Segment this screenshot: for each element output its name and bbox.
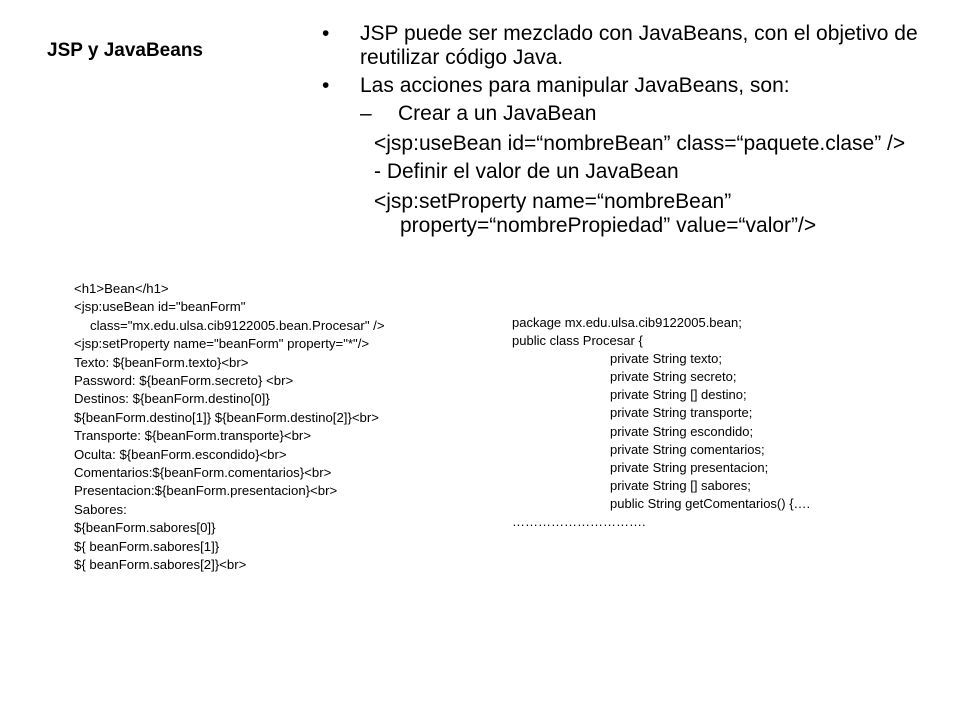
code-line: private String presentacion; [610,459,769,475]
code-line: <jsp:setProperty name="beanForm" property="*"/> [74,336,370,352]
code-line: ${beanForm.destino[1]} ${beanForm.destino[2]}<br> [74,409,379,425]
code-line: private String comentarios; [610,441,765,457]
code-line: private String texto; [610,351,722,367]
sub-bullet-text: Crear a un JavaBean [398,102,597,125]
code-line: Comentarios:${beanForm.comentarios}<br> [74,465,332,481]
code-line: Presentacion:${beanForm.presentacion}<br> [74,483,338,499]
code-line: public class Procesar { [512,333,643,349]
sub-bullet-item [322,102,942,126]
code-line: Texto: ${beanForm.texto}<br> [74,354,249,370]
code-line: ${beanForm.sabores[0]} [74,520,216,536]
bullet-list [322,22,942,242]
slide-title: JSP y JavaBeans [47,40,203,61]
usebean-syntax: <jsp:useBean id=“nombreBean” class=“paquete.clase” /> [374,132,906,155]
code-line: public String getComentarios() {…. [610,495,811,511]
code-line: Transporte: ${beanForm.transporte}<br> [74,428,312,444]
sub-bullet-text: - Definir el valor de un JavaBean [374,160,679,183]
code-line: private String escondido; [610,423,754,439]
code-line: …………………………. [512,514,646,530]
code-line: Sabores: [74,501,127,517]
code-line: ${ beanForm.sabores[1]} [74,538,220,554]
java-code-block [512,314,932,531]
sub-bullet-marker: – [360,102,372,125]
code-line: ${ beanForm.sabores[2]}<br> [74,557,247,573]
code-line: private String [] destino; [610,387,747,403]
code-line: Destinos: ${beanForm.destino[0]} [74,391,270,407]
code-line: private String secreto; [610,369,737,385]
code-line: class="mx.edu.ulsa.cib9122005.bean.Procesar" /> [90,317,385,333]
bullet-marker: • [322,74,330,97]
bullet-item [322,74,942,98]
code-line: Oculta: ${beanForm.escondido}<br> [74,446,287,462]
bullet-item [322,22,942,70]
bullet-text: Las acciones para manipular JavaBeans, son: [360,74,790,97]
bullet-text: JSP puede ser mezclado con JavaBeans, con el objetivo de reutilizar código Java. [360,22,918,69]
code-line: private String [] sabores; [610,477,751,493]
bullet-marker: • [322,22,330,45]
code-line: <jsp:useBean id="beanForm" [74,299,246,315]
code-line: private String transporte; [610,405,753,421]
jsp-code-block [74,280,474,575]
code-line: package mx.edu.ulsa.cib9122005.bean; [512,315,742,330]
setproperty-syntax: <jsp:setProperty name=“nombreBean” property=“nombrePropiedad” value=“valor”/> [374,190,817,237]
code-line: Password: ${beanForm.secreto} <br> [74,373,294,389]
code-line: <h1>Bean</h1> [74,281,169,296]
